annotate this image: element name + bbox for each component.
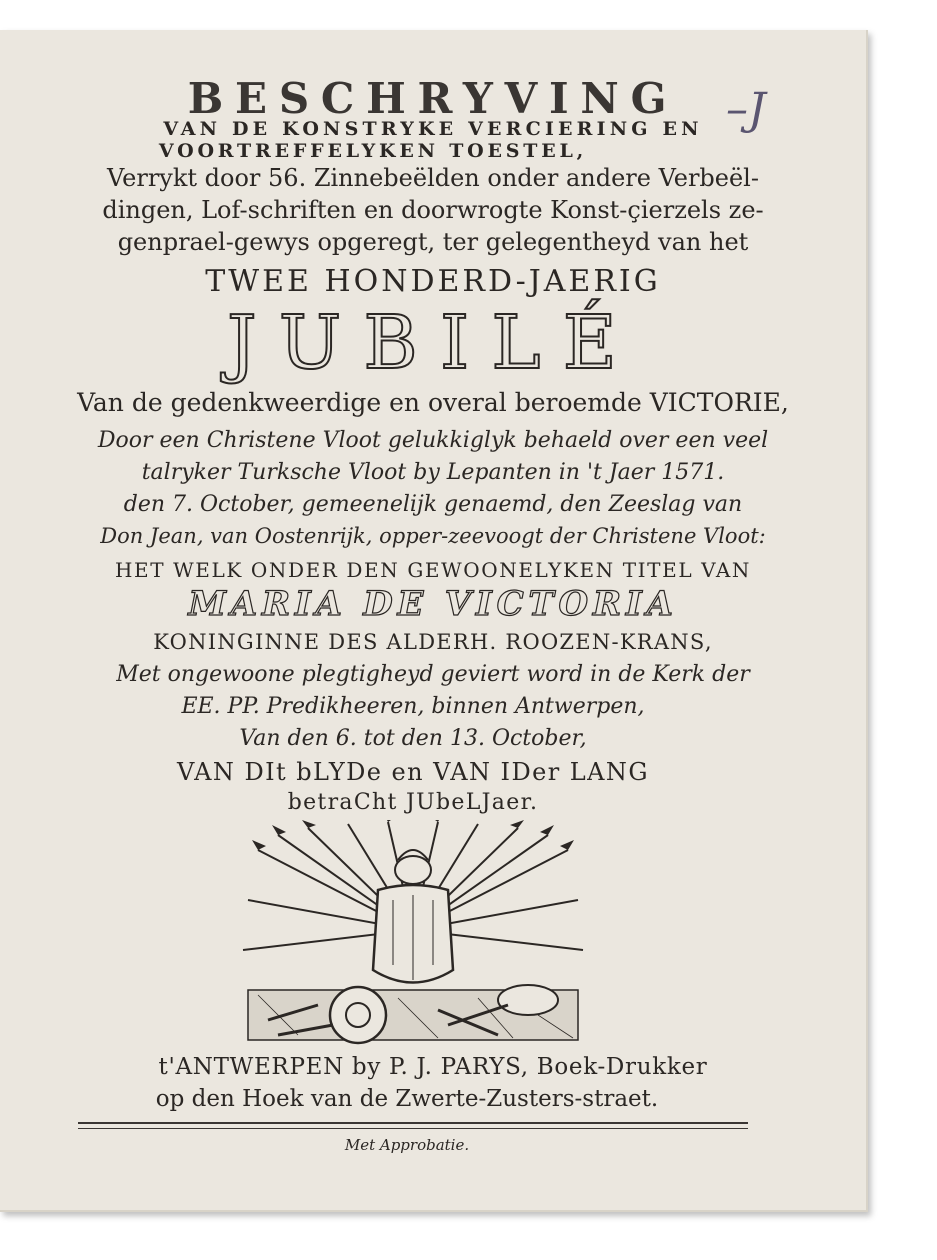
chronogram-line-2: betraCht JUbeLJaer. — [287, 790, 539, 815]
twee-honderd-jaerig: TWEE HONDERD-JAERIG — [205, 264, 661, 299]
text-line-12: den 7. October, gemeenelijk genaemd, den Zeeslag van — [123, 492, 743, 517]
text-line-9: Van de gedenkweerdige en overal beroemde VICTORIE, — [77, 388, 789, 417]
text-line-19: Van den 6. tot den 13. October, — [239, 726, 587, 751]
approbation: Met Approbatie. — [344, 1136, 470, 1154]
text-line-17: Met ongewoone plegtigheyd geviert word in de Kerk der — [116, 662, 750, 687]
chronogram-line-1: VAN DIt bLYDe en VAN IDer LANG — [177, 758, 649, 786]
title-page — [0, 30, 868, 1212]
text-line-13: Don Jean, van Oostenrijk, opper-zeevoogt der Christene Vloot: — [100, 524, 766, 548]
text-line-6: genprael-gewys opgeregt, ter gelegentheyd van het — [117, 228, 749, 256]
text-line-14: HET WELK ONDER DEN GEWOONELYKEN TITEL VAN — [115, 558, 751, 582]
text-line-11: talryker Turksche Vloot by Lepanten in 't Jaer 1571. — [141, 460, 725, 485]
trophy-engraving-icon — [238, 820, 588, 1048]
jubile-title: JUBILÉ — [226, 300, 639, 386]
bottom-rule — [78, 1122, 748, 1129]
subtitle-line-1: VAN DE KONSTRYKE VERCIERING EN — [163, 118, 703, 140]
text-line-16: KONINGINNE DES ALDERH. ROOZEN-KRANS, — [153, 630, 713, 654]
text-line-10: Door een Christene Vloot gelukkiglyk behaeld over een veel — [97, 428, 769, 453]
subtitle-line-2: VOORTREFFELYKEN TOESTEL, — [158, 140, 588, 162]
text-line-5: dingen, Lof-schriften en doorwrogte Konst-çierzels ze- — [102, 196, 764, 224]
imprint-line-2: op den Hoek van de Zwerte-Zusters-straet. — [155, 1086, 659, 1112]
imprint-line-1: t'ANTWERPEN by P. J. PARYS, Boek-Drukker — [158, 1054, 708, 1080]
text-line-4: Verrykt door 56. Zinnebeëlden onder andere Verbeël- — [107, 164, 759, 192]
heading: BESCHRYVING — [187, 74, 679, 123]
text-line-18: EE. PP. Predikheeren, binnen Antwerpen, — [181, 694, 645, 719]
handwritten-mark: –J — [726, 84, 766, 135]
maria-de-victoria: MARIA DE VICTORIA — [188, 584, 678, 624]
